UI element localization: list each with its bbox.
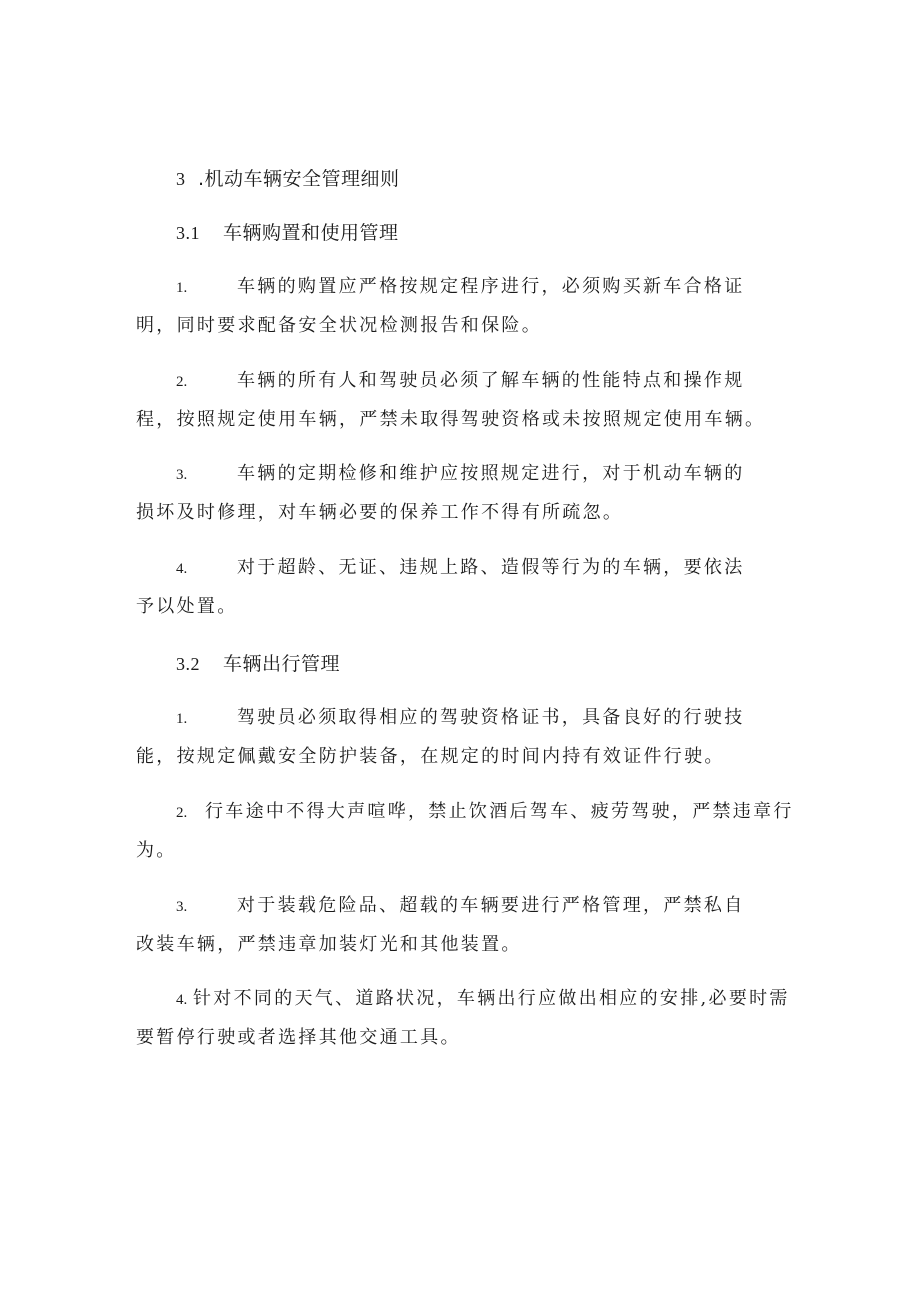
item-text-line1: 车辆的购置应严格按规定程序进行，必须购买新车合格证 bbox=[237, 276, 745, 297]
item-number: 3. bbox=[176, 467, 188, 483]
list-item-3-1-2 bbox=[136, 362, 796, 439]
item-text-line1: 驾驶员必须取得相应的驾驶资格证书，具备良好的行驶技 bbox=[237, 707, 745, 728]
list-item-3-2-2 bbox=[136, 793, 796, 870]
item-number: 2. bbox=[176, 805, 188, 821]
subsection-title: 车辆出行管理 bbox=[223, 653, 341, 675]
item-number: 4. bbox=[176, 992, 188, 1008]
item-text-line2: 予以处置。 bbox=[136, 596, 238, 617]
item-text-line1: 行车途中不得大声喧哗，禁止饮酒后驾车、疲劳驾驶，严禁违章行 bbox=[205, 801, 794, 822]
subsection-heading-3-1 bbox=[176, 218, 399, 245]
list-item-3-2-3 bbox=[136, 887, 796, 964]
item-text-line1: 对于超龄、无证、违规上路、造假等行为的车辆，要依法 bbox=[237, 557, 745, 578]
item-text-line1: 对于装载危险品、超载的车辆要进行严格管理，严禁私自 bbox=[237, 895, 745, 916]
subsection-heading-3-2 bbox=[176, 649, 340, 676]
section-title: .机动车辆安全管理细则 bbox=[198, 168, 400, 190]
subsection-title: 车辆购置和使用管理 bbox=[223, 222, 399, 244]
item-text-line2: 损坏及时修理，对车辆必要的保养工作不得有所疏忽。 bbox=[136, 502, 624, 523]
list-item-3-2-1 bbox=[136, 699, 796, 776]
item-text-line1: 针对不同的天气、道路状况，车辆出行应做出相应的安排,必要时需 bbox=[193, 988, 790, 1009]
list-item-3-2-4 bbox=[136, 980, 796, 1057]
item-text-line2: 改装车辆，严禁违章加装灯光和其他装置。 bbox=[136, 934, 522, 955]
item-number: 1. bbox=[176, 711, 188, 727]
list-item-3-1-3 bbox=[136, 455, 796, 532]
item-text-line2: 明，同时要求配备安全状况检测报告和保险。 bbox=[136, 315, 542, 336]
item-number: 4. bbox=[176, 561, 188, 577]
item-text-line2: 程，按照规定使用车辆，严禁未取得驾驶资格或未按照规定使用车辆。 bbox=[136, 409, 766, 430]
item-text-line2: 为。 bbox=[136, 840, 177, 861]
item-text-line1: 车辆的定期检修和维护应按照规定进行，对于机动车辆的 bbox=[237, 463, 745, 484]
item-number: 1. bbox=[176, 280, 188, 296]
section-heading bbox=[176, 164, 400, 191]
subsection-number: 3.1 bbox=[176, 223, 200, 243]
item-text-line2: 要暂停行驶或者选择其他交通工具。 bbox=[136, 1027, 461, 1048]
item-text-line2: 能，按规定佩戴安全防护装备，在规定的时间内持有效证件行驶。 bbox=[136, 746, 725, 767]
item-number: 2. bbox=[176, 374, 188, 390]
item-text-line1: 车辆的所有人和驾驶员必须了解车辆的性能特点和操作规 bbox=[237, 370, 745, 391]
list-item-3-1-1 bbox=[136, 268, 796, 345]
section-number: 3 bbox=[176, 169, 186, 189]
list-item-3-1-4 bbox=[136, 549, 796, 626]
item-number: 3. bbox=[176, 899, 188, 915]
subsection-number: 3.2 bbox=[176, 654, 200, 674]
